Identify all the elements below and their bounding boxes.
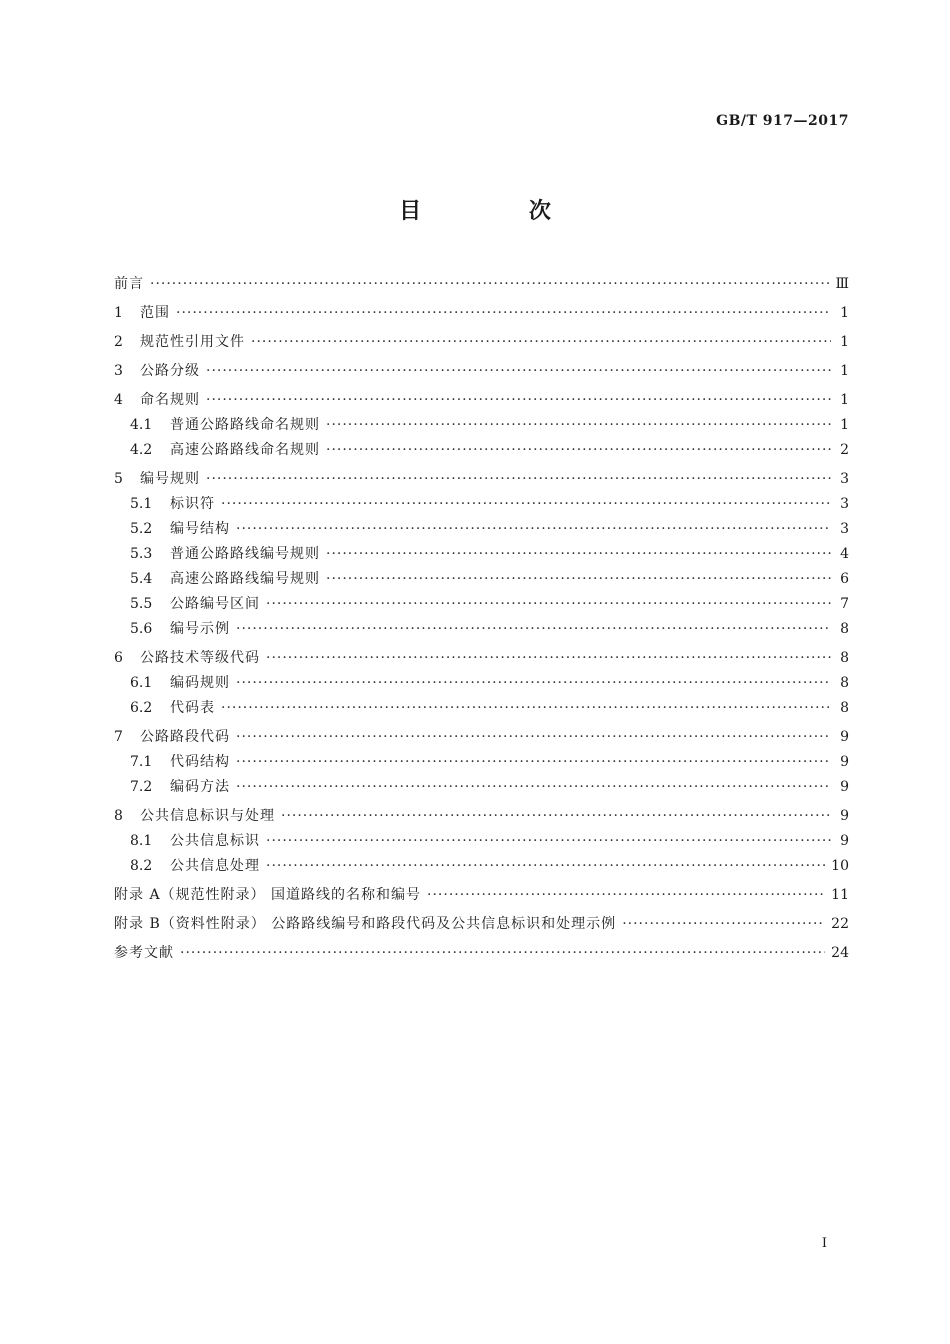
toc-entry-page: 9 xyxy=(840,779,849,795)
dot-leader xyxy=(266,592,831,617)
dot-leader xyxy=(206,467,831,492)
toc-entry-label: 代码结构 xyxy=(170,754,230,770)
dot-leader xyxy=(236,671,831,696)
toc-entry-number: 8.1 xyxy=(130,833,153,849)
toc-entry-label: 范围 xyxy=(140,305,170,321)
toc-entry-label: 规范性引用文件 xyxy=(140,334,245,350)
toc-entry-page: 8 xyxy=(840,621,849,637)
toc-entry-label: 附录 B（资料性附录） 公路路线编号和路段代码及公共信息标识和处理示例 xyxy=(114,916,617,932)
toc-entry-label: 附录 A（规范性附录） 国道路线的名称和编号 xyxy=(114,887,422,903)
toc-entry-page: 1 xyxy=(840,334,849,350)
toc-entry-page: 8 xyxy=(840,650,849,666)
dot-leader xyxy=(176,301,831,326)
toc-entry[interactable] xyxy=(114,467,849,492)
toc-entry-page: 9 xyxy=(840,833,849,849)
toc-entry-page: 3 xyxy=(840,521,849,537)
toc-entry-label: 编码方法 xyxy=(170,779,230,795)
toc-subentry[interactable] xyxy=(114,829,849,854)
dot-leader xyxy=(150,272,829,297)
toc-entry-number: 4.1 xyxy=(130,417,153,433)
toc-entry-label: 编号示例 xyxy=(170,621,230,637)
toc-entry-label: 公路分级 xyxy=(140,363,200,379)
toc-entry-number: 6 xyxy=(114,650,123,666)
dot-leader xyxy=(266,854,825,879)
toc-entry-label: 公路编号区间 xyxy=(170,596,260,612)
dot-leader xyxy=(266,646,831,671)
toc-entry[interactable] xyxy=(114,330,849,355)
toc-entry[interactable] xyxy=(114,725,849,750)
dot-leader xyxy=(236,775,831,800)
dot-leader xyxy=(326,413,831,438)
dot-leader xyxy=(236,617,831,642)
toc-entry-label: 普通公路路线命名规则 xyxy=(170,417,320,433)
toc-entry-number: 5.1 xyxy=(130,496,153,512)
toc-entry-label: 代码表 xyxy=(170,700,215,716)
toc-entry-page: 2 xyxy=(840,442,849,458)
dot-leader xyxy=(622,912,825,937)
toc-entry-page: 24 xyxy=(831,945,849,961)
toc-entry-page: 8 xyxy=(840,700,849,716)
toc-entry-page: Ⅲ xyxy=(835,276,849,292)
toc-subentry[interactable] xyxy=(114,854,849,879)
toc-title: 目 次 xyxy=(399,199,601,224)
toc-entry[interactable] xyxy=(114,804,849,829)
toc-entry-number: 7 xyxy=(114,729,123,745)
toc-subentry[interactable] xyxy=(114,617,849,642)
dot-leader xyxy=(326,542,831,567)
dot-leader xyxy=(221,492,831,517)
dot-leader xyxy=(221,696,831,721)
toc-subentry[interactable] xyxy=(114,542,849,567)
toc-entry[interactable] xyxy=(114,646,849,671)
toc-entry-page: 1 xyxy=(840,417,849,433)
toc-entry-number: 2 xyxy=(114,334,123,350)
toc-entry-label: 前言 xyxy=(114,276,144,292)
dot-leader xyxy=(206,359,831,384)
toc-entry-label: 编码规则 xyxy=(170,675,230,691)
toc-entry-label: 命名规则 xyxy=(140,392,200,408)
toc-entry-number: 8 xyxy=(114,808,123,824)
toc-subentry[interactable] xyxy=(114,750,849,775)
toc-entry-label: 公路技术等级代码 xyxy=(140,650,260,666)
toc-entry-number: 5.2 xyxy=(130,521,153,537)
toc-entry-label: 参考文献 xyxy=(114,945,174,961)
toc-entry[interactable] xyxy=(114,941,849,966)
toc-entry-page: 9 xyxy=(840,729,849,745)
toc-entry[interactable] xyxy=(114,883,849,908)
dot-leader xyxy=(326,438,831,463)
dot-leader xyxy=(206,388,831,413)
toc-entry-label: 公路路段代码 xyxy=(140,729,230,745)
toc-entry-number: 5.5 xyxy=(130,596,153,612)
toc-entry-page: 7 xyxy=(840,596,849,612)
page-number: I xyxy=(821,1236,827,1251)
toc-entry-label: 编号结构 xyxy=(170,521,230,537)
toc-subentry[interactable] xyxy=(114,775,849,800)
toc-entry-page: 10 xyxy=(831,858,849,874)
toc-entry-number: 3 xyxy=(114,363,123,379)
toc-entry-page: 3 xyxy=(840,471,849,487)
toc-entry-page: 4 xyxy=(840,546,849,562)
dot-leader xyxy=(236,725,831,750)
dot-leader xyxy=(251,330,831,355)
toc-entry-number: 5.3 xyxy=(130,546,153,562)
toc-subentry[interactable] xyxy=(114,492,849,517)
toc-entry-label: 高速公路路线命名规则 xyxy=(170,442,320,458)
toc-entry-number: 8.2 xyxy=(130,858,153,874)
toc-entry-number: 5.6 xyxy=(130,621,153,637)
toc-entry-page: 6 xyxy=(840,571,849,587)
toc-entry[interactable] xyxy=(114,272,849,297)
toc-entry-page: 9 xyxy=(840,808,849,824)
toc-subentry[interactable] xyxy=(114,438,849,463)
toc-entry-number: 7.1 xyxy=(130,754,153,770)
toc-entry[interactable] xyxy=(114,359,849,384)
toc-entry[interactable] xyxy=(114,912,849,937)
toc-entry-number: 5.4 xyxy=(130,571,153,587)
toc-entry-label: 公共信息处理 xyxy=(170,858,260,874)
table-of-contents xyxy=(114,272,849,966)
toc-entry-number: 1 xyxy=(114,305,123,321)
toc-entry-page: 3 xyxy=(840,496,849,512)
toc-subentry[interactable] xyxy=(114,696,849,721)
toc-entry-number: 4 xyxy=(114,392,123,408)
toc-entry-number: 4.2 xyxy=(130,442,153,458)
toc-entry[interactable] xyxy=(114,301,849,326)
dot-leader xyxy=(427,883,825,908)
toc-entry-page: 1 xyxy=(840,363,849,379)
dot-leader xyxy=(236,750,831,775)
dot-leader xyxy=(326,567,831,592)
toc-entry-label: 高速公路路线编号规则 xyxy=(170,571,320,587)
toc-subentry[interactable] xyxy=(114,671,849,696)
toc-entry-page: 1 xyxy=(840,305,849,321)
toc-entry[interactable] xyxy=(114,388,849,413)
toc-entry-page: 22 xyxy=(831,916,849,932)
dot-leader xyxy=(266,829,831,854)
toc-entry-number: 6.1 xyxy=(130,675,153,691)
toc-subentry[interactable] xyxy=(114,413,849,438)
toc-entry-page: 8 xyxy=(840,675,849,691)
toc-entry-label: 普通公路路线编号规则 xyxy=(170,546,320,562)
dot-leader xyxy=(236,517,831,542)
toc-entry-number: 7.2 xyxy=(130,779,153,795)
standard-code: GB/T 917—2017 xyxy=(716,113,849,129)
toc-subentry[interactable] xyxy=(114,567,849,592)
toc-entry-label: 编号规则 xyxy=(140,471,200,487)
toc-entry-label: 标识符 xyxy=(170,496,215,512)
dot-leader xyxy=(180,941,825,966)
toc-entry-number: 6.2 xyxy=(130,700,153,716)
dot-leader xyxy=(281,804,831,829)
toc-entry-label: 公共信息标识与处理 xyxy=(140,808,275,824)
toc-entry-page: 1 xyxy=(840,392,849,408)
toc-subentry[interactable] xyxy=(114,592,849,617)
toc-entry-page: 11 xyxy=(831,887,849,903)
toc-subentry[interactable] xyxy=(114,517,849,542)
toc-entry-page: 9 xyxy=(840,754,849,770)
toc-entry-number: 5 xyxy=(114,471,123,487)
toc-entry-label: 公共信息标识 xyxy=(170,833,260,849)
